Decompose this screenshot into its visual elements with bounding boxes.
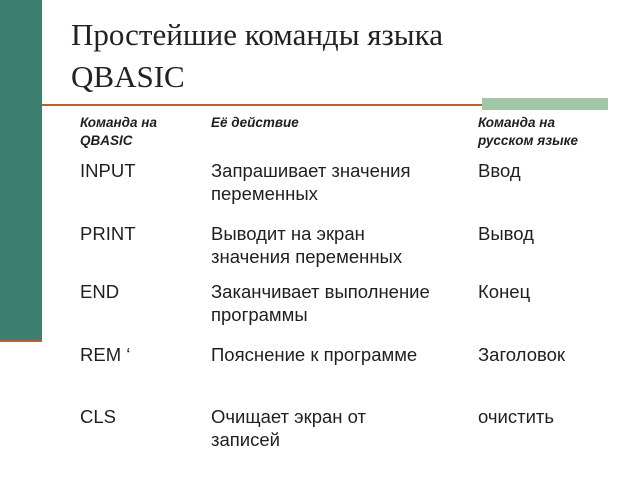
header-command-line-2: QBASIC bbox=[80, 133, 133, 148]
row-3-russian: Конец bbox=[478, 281, 531, 302]
row-2-action-line-1: Выводит на экран bbox=[211, 223, 365, 244]
header-russian-line-1: Команда на bbox=[478, 115, 555, 130]
slide-title-line-1: Простейшие команды языка bbox=[71, 17, 443, 52]
row-5-action bbox=[211, 405, 366, 451]
row-1-action bbox=[211, 159, 411, 205]
side-accent-bar-edge bbox=[0, 340, 42, 342]
row-4-russian: Заголовок bbox=[478, 344, 565, 365]
row-3-action bbox=[211, 280, 430, 326]
row-4-action bbox=[211, 343, 417, 366]
header-command bbox=[80, 114, 157, 150]
row-4-command: REM ‘ bbox=[80, 344, 131, 365]
title-divider-accent bbox=[482, 98, 608, 110]
row-2-command: PRINT bbox=[80, 223, 136, 244]
header-russian-line-2: русском языке bbox=[478, 133, 578, 148]
slide-title-line-2: QBASIC bbox=[71, 59, 185, 94]
row-5-action-line-2: записей bbox=[211, 429, 280, 450]
header-russian bbox=[478, 114, 578, 150]
row-2-action bbox=[211, 222, 402, 268]
row-2-action-line-2: значения переменных bbox=[211, 246, 403, 267]
row-2-russian: Вывод bbox=[478, 223, 534, 244]
header-command-line-1: Команда на bbox=[80, 115, 157, 130]
row-3-command: END bbox=[80, 281, 120, 302]
header-action bbox=[211, 114, 299, 132]
row-1-action-line-2: переменных bbox=[211, 183, 318, 204]
row-5-russian: очистить bbox=[478, 406, 555, 427]
row-1-action-line-1: Запрашивает значения bbox=[211, 160, 411, 181]
row-5-action-line-1: Очищает экран от bbox=[211, 406, 366, 427]
row-3-action-line-2: программы bbox=[211, 304, 308, 325]
row-1-command: INPUT bbox=[80, 160, 136, 181]
side-accent-bar bbox=[0, 0, 42, 342]
row-5-command: CLS bbox=[80, 406, 116, 427]
row-1-russian: Ввод bbox=[478, 160, 521, 181]
slide-title bbox=[71, 14, 611, 98]
header-action-line-1: Её действие bbox=[211, 115, 299, 130]
row-4-action-line-1: Пояснение к программе bbox=[211, 344, 418, 365]
row-3-action-line-1: Заканчивает выполнение bbox=[211, 281, 430, 302]
